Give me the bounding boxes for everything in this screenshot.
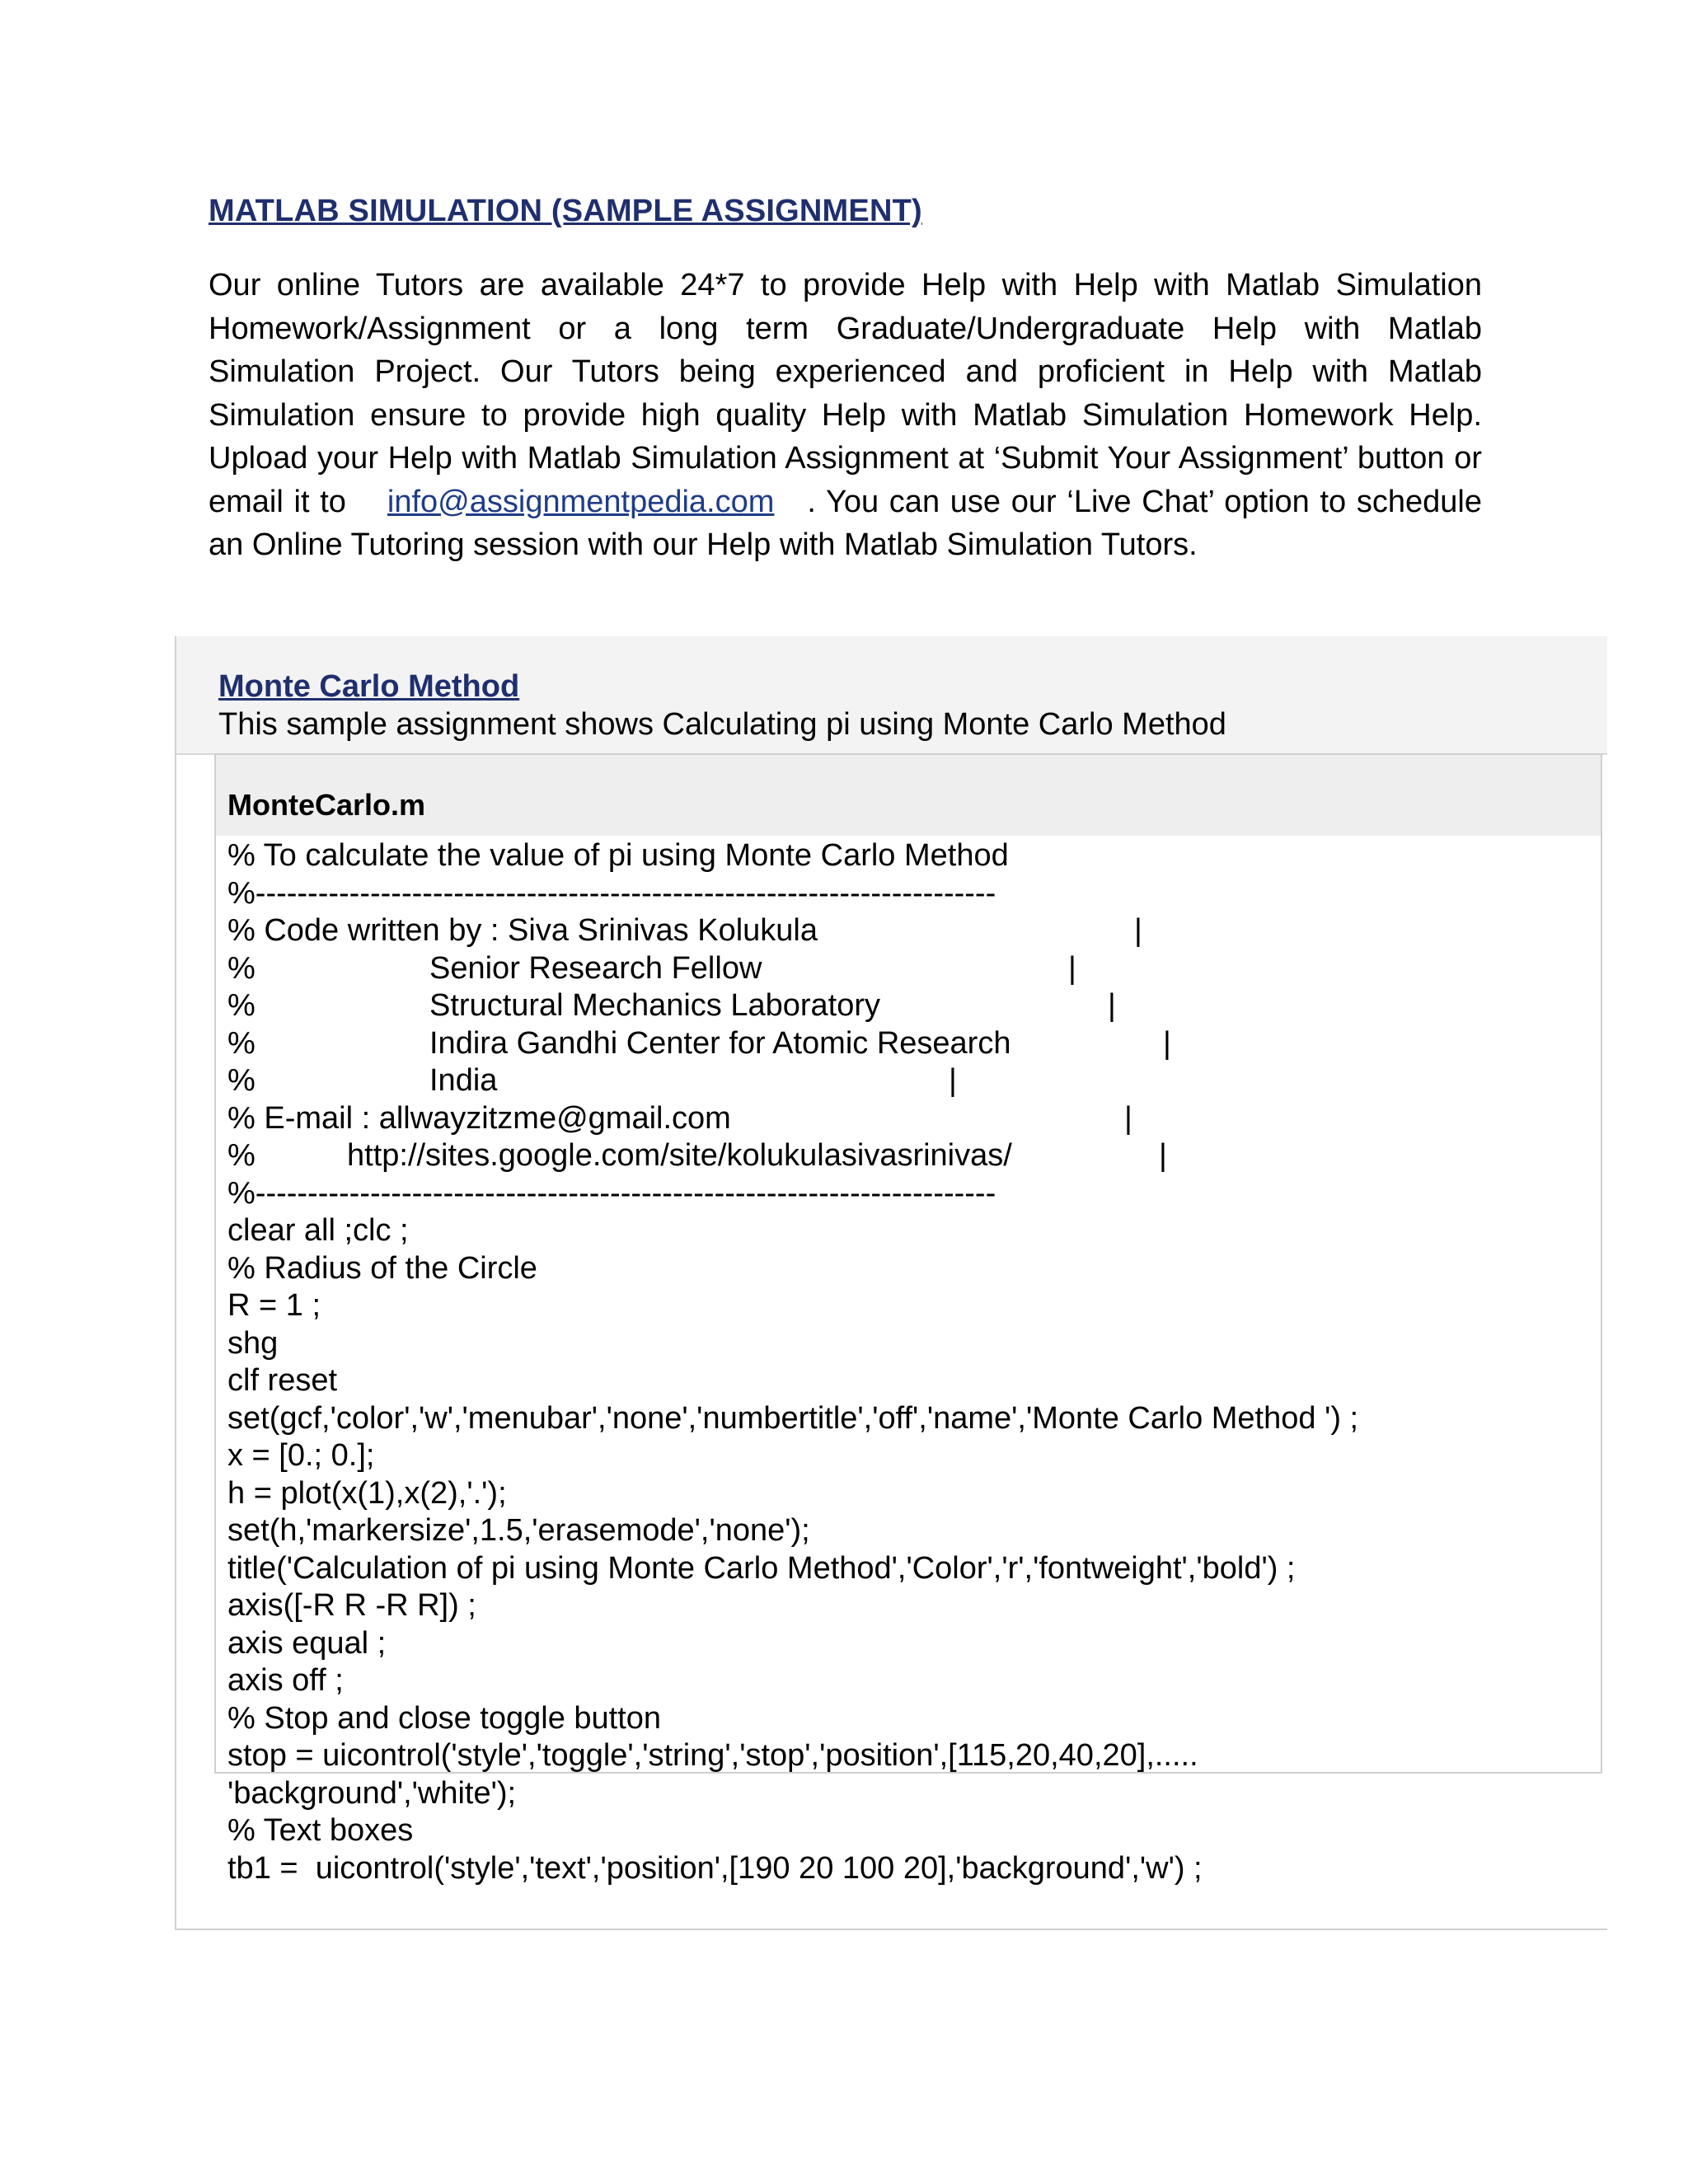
code-line (227, 1137, 1596, 1175)
code-text: % (227, 950, 256, 986)
code-text: Senior Research Fellow (429, 950, 762, 986)
code-line: axis off ; (227, 1663, 344, 1698)
code-line: %----------------------------------------------------------------------- (227, 875, 996, 911)
panel-header (176, 636, 1607, 755)
code-line: title('Calculation of pi using Monte Carlo Method','Color','r','fontweight','bold') ; (227, 1550, 1296, 1586)
panel-subtitle: This sample assignment shows Calculating pi using Monte Carlo Method (218, 707, 1226, 742)
code-file-header (216, 755, 1601, 836)
code-line: h = plot(x(1),x(2),'.'); (227, 1475, 507, 1511)
code-text: % (227, 988, 256, 1023)
sample-panel (175, 636, 1607, 1930)
code-filename: MonteCarlo.m (227, 788, 426, 822)
intro-text-after-email: . You can use our ‘Live Chat’ option to schedule an Online Tutoring session with our Help with Matlab Simulation Tutors. (209, 484, 1482, 562)
code-link: http://sites.google.com/site/kolukulasivasrinivas/ (347, 1138, 1012, 1173)
code-line: 'background','white'); (227, 1775, 517, 1811)
code-bar: | (1134, 913, 1142, 948)
code-line: %----------------------------------------------------------------------- (227, 1175, 996, 1211)
code-line: tb1 = uicontrol('style','text','position',[190 20 100 20],'background','w') ; (227, 1850, 1203, 1886)
code-bar: | (1163, 1025, 1171, 1061)
code-bar: | (949, 1063, 957, 1098)
code-line (227, 950, 1596, 988)
code-line: axis equal ; (227, 1625, 387, 1661)
page-heading: MATLAB SIMULATION (SAMPLE ASSIGNMENT) (209, 194, 922, 228)
code-bar: | (1159, 1138, 1167, 1173)
code-line: clf reset (227, 1363, 338, 1398)
panel-title-link[interactable]: Monte Carlo Method (218, 669, 520, 704)
code-text: % (227, 1138, 256, 1173)
code-text: % E-mail : allwayzitzme@gmail.com (227, 1100, 731, 1136)
code-line (227, 1025, 1596, 1063)
code-line: R = 1 ; (227, 1288, 321, 1323)
code-line (227, 987, 1596, 1025)
code-box[interactable] (214, 753, 1602, 1886)
code-line: x = [0.; 0.]; (227, 1438, 375, 1473)
code-line (227, 1100, 1596, 1138)
code-text: % Code written by : Siva Srinivas Kolukula (227, 913, 818, 948)
code-line (227, 1062, 1596, 1100)
code-bar: | (1068, 950, 1076, 986)
code-text: Indira Gandhi Center for Atomic Research (429, 1025, 1011, 1061)
code-line: % Radius of the Circle (227, 1250, 537, 1286)
code-line: set(gcf,'color','w','menubar','none','numbertitle','off','name','Monte Carlo Method ') ; (227, 1400, 1359, 1436)
code-line (227, 912, 1596, 950)
code-line: axis([-R R -R R]) ; (227, 1588, 476, 1623)
code-line: set(h,'markersize',1.5,'erasemode','none'); (227, 1513, 810, 1548)
code-text: Structural Mechanics Laboratory (429, 988, 881, 1023)
code-line: % To calculate the value of pi using Monte Carlo Method (227, 838, 1009, 873)
code-text: India (429, 1063, 498, 1098)
code-bar: | (1108, 988, 1116, 1023)
code-text: % (227, 1025, 256, 1061)
code-line: clear all ;clc ; (227, 1213, 409, 1248)
email-link[interactable]: info@assignmentpedia.com (387, 484, 775, 519)
code-line: shg (227, 1325, 279, 1361)
intro-text-before-email: Our online Tutors are available 24*7 to provide Help with Help with Matlab Simulation Homework/Assignment or a long term Graduate/Undergraduate Help with Matlab Simulation Project. Our Tutors being experienced and proficient in Help with Matlab Simulation ensure to provide high quality Help with Matlab Simulation Homework Help. Upload your Help with Matlab Simulation Assignment at ‘Submit Your Assignment’ button or email it to (209, 268, 1482, 519)
code-listing (227, 837, 1596, 1886)
code-bar: | (1124, 1100, 1132, 1136)
code-text: % (227, 1063, 256, 1098)
code-line: stop = uicontrol('style','toggle','string','stop','position',[115,20,40,20],..... (227, 1738, 1198, 1773)
intro-paragraph (209, 264, 1482, 567)
code-line: % Stop and close toggle button (227, 1700, 662, 1736)
code-line: % Text boxes (227, 1813, 414, 1848)
